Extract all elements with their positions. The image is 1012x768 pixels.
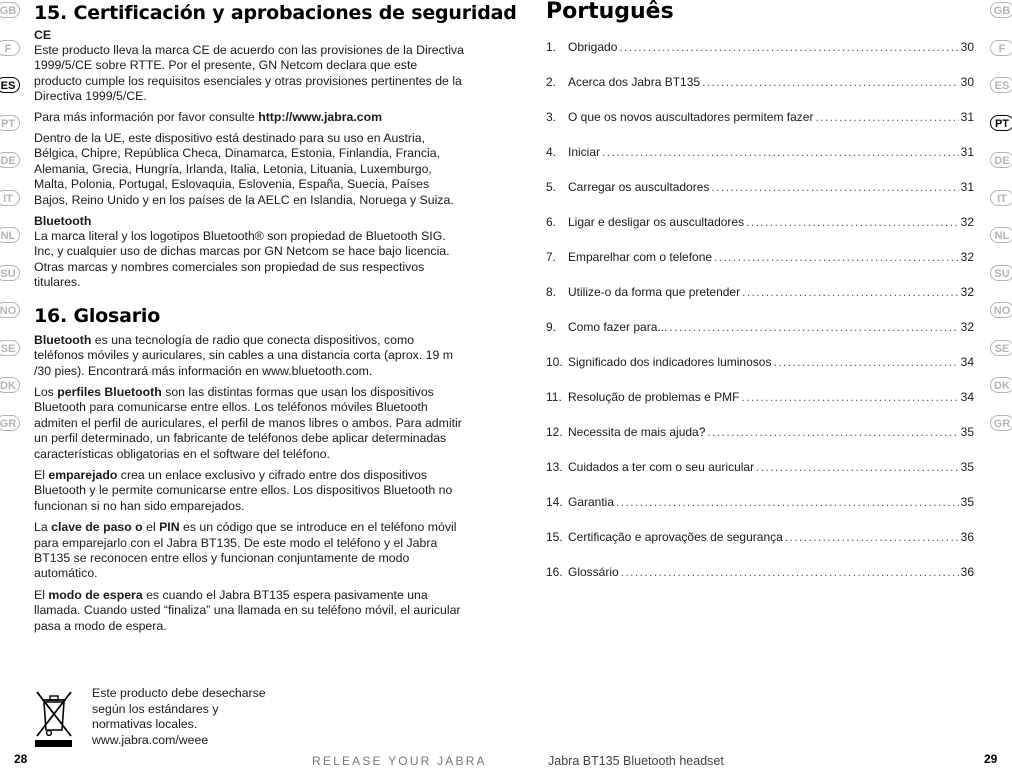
definition-standby: es cuando el Jabra BT135 espera pasivamente una llamada. Cuando usted “finaliza” una llamada en su teléfono móvil, el auricular pasa a modo de espera. [34,587,461,633]
toc-label: Cuidados a ter com o seu auricular [568,460,755,474]
glossary-bluetooth [34,333,466,379]
term-passkey: clave de paso o [51,520,143,535]
page-number-right: 29 [984,752,998,766]
toc-leader-dots [785,530,959,544]
toc-label: O que os novos auscultadores permitem fazer [568,110,814,124]
weee-text [92,686,292,748]
toc-leader-dots [746,215,959,229]
term-standby: modo de espera [48,587,143,602]
toc-label: Resolução de problemas e PMF [568,390,740,404]
toc-number: 10. [546,355,563,369]
toc-label: Garantia [568,495,615,509]
term-bluetooth: Bluetooth [34,332,92,347]
page-number-left: 28 [14,752,28,766]
weee-disposal-notice [34,686,334,750]
toc-leader-dots [756,460,959,474]
toc-leader-dots [815,110,958,124]
toc-number: 16. [546,565,563,579]
definition-profiles: son las distintas formas que usan los dispositivos Bluetooth para comunicarse entre ellos. Los teléfonos móviles Bluetooth admiten el perfil de auriculares, el perfil de manos libres o ambos. Para admitir un perfil determinado, un fabricante de teléfonos debe aplicar determinadas características obligatorias en el software del teléfono. [34,384,462,461]
lang-tab-su[interactable]: SU [990,265,1012,281]
lang-tab-se[interactable]: SE [990,340,1012,356]
toc-entry[interactable] [546,145,974,180]
definition-pairing: crea un enlace exclusivo y cifrado entre dos dispositivos Bluetooth y le permite comunicarse entre ellos. Los dispositivos Bluetooth no funcionan si no han sido emparejados. [34,467,453,513]
definition-bluetooth: es una tecnología de radio que conecta dispositivos, como teléfonos móviles y auriculares, sin cables a una distancia corta (aprox. 19 m /30 pies). Encontrará más información en www.bluetooth.com. [34,332,453,378]
glossary-profiles [34,385,466,462]
toc-entry[interactable] [546,250,974,285]
lang-tab-se[interactable]: SE [0,340,20,356]
jabra-link[interactable]: http://www.jabra.com [258,109,383,124]
glossary-standby [34,588,466,634]
lang-tab-dk[interactable]: DK [990,377,1012,393]
glossary-standby-pre: El [34,587,49,602]
lang-tab-no[interactable]: NO [0,302,20,318]
toc-label: Carregar os auscultadores [568,180,710,194]
toc-entry[interactable] [546,460,974,495]
toc-page-number: 32 [960,215,974,229]
toc-number: 15. [546,530,563,544]
toc-leader-dots [702,75,959,89]
ce-text: Este producto lleva la marca CE de acuerdo con las provisiones de la Directiva 1999/5/CE sobre RTTE. Por el presente, GN Netcom declara que este producto cumple los requisitos esenciales y otras provisiones pertinentes de la Directiva 1999/5/CE. [34,43,464,104]
toc-entry[interactable] [546,530,974,565]
toc-label: Utilize-o da forma que pretender [568,285,741,299]
toc-entry[interactable] [546,180,974,215]
glossary-profiles-pre: Los [34,384,58,399]
toc-entry[interactable] [546,215,974,250]
glossary-passkey-mid: el [142,520,160,535]
toc-label: Glossário [568,565,619,579]
toc-number: 13. [546,460,563,474]
toc-page-number: 31 [960,180,974,194]
weee-line: según los estándares y [92,701,219,716]
toc-entry[interactable] [546,390,974,425]
lang-tab-gr[interactable]: GR [990,415,1012,431]
toc-label: Como fazer para... [568,320,668,334]
toc-leader-dots [616,495,959,509]
toc-entry[interactable] [546,75,974,110]
toc-leader-dots [619,40,958,54]
glossary-passkey [34,520,466,582]
toc-entry[interactable] [546,40,974,75]
toc-leader-dots [602,145,959,159]
term-pairing: emparejado [48,467,118,482]
toc-page-number: 36 [960,565,974,579]
lang-tab-f[interactable]: F [0,40,20,56]
toc-page-number: 35 [960,460,974,474]
toc-leader-dots [741,390,958,404]
lang-tab-it[interactable]: IT [990,190,1012,206]
definition-passkey: es un código que se introduce en el teléfono móvil para emparejarlo con el Jabra BT135. De este modo el teléfono y el Jabra BT135 se reconocen entre ellos y funcionan conjuntamente de modo automático. [34,520,457,581]
term-profiles: perfiles Bluetooth [57,384,162,399]
toc-number: 11. [546,390,562,404]
toc-number: 8. [546,285,557,299]
left-page [34,0,517,640]
language-tabs-right [986,2,1012,452]
toc-page-number: 34 [960,355,974,369]
bluetooth-trademark-block [34,214,466,291]
toc-page-number: 31 [960,145,974,159]
toc-number: 6. [546,215,557,229]
toc-number: 2. [546,75,557,89]
toc-page-number: 32 [960,320,974,334]
lang-tab-nl[interactable]: NL [0,227,20,243]
section-15-heading: 15. Certificación y aprobaciones de seguridad [34,2,517,24]
toc-label: Obrigado [568,40,618,54]
term-pin: PIN [159,520,180,535]
toc-page-number: 36 [960,530,974,544]
toc-entry[interactable] [546,495,974,530]
eu-countries-text: Dentro de la UE, este dispositivo está destinado para su uso en Austria, Bélgica, Chipre, República Checa, Dinamarca, Estonia, Finlandia, Francia, Alemania, Grecia, Hungría, Irlanda, Italia, Letonia, Lituania, Luxemburgo, Malta, Polonia, Portugal, Eslovaquia, Eslovenia, España, Suecia, Países Bajos, Reino Unido y en los países de la AELC en Islandia, Noruega y Suiza. [34,131,454,207]
bluetooth-title: Bluetooth [34,214,92,229]
toc-leader-dots [707,425,958,439]
language-tabs-left [0,2,28,452]
toc-entry[interactable] [546,110,974,145]
toc-label: Iniciar [568,145,601,159]
toc-leader-dots [711,180,958,194]
toc-page-number: 35 [960,495,974,509]
toc-number: 12. [546,425,563,439]
toc-entry[interactable] [546,355,974,390]
lang-tab-pt[interactable]: PT [0,115,20,131]
glossary-passkey-pre: La [34,520,52,535]
lang-tab-f[interactable]: F [990,40,1012,56]
footer-slogan: RELEASE YOUR JABRA [312,754,487,768]
toc-number: 9. [546,320,557,334]
lang-tab-de[interactable]: DE [990,152,1012,168]
weee-line: normativas locales. [92,717,198,732]
more-info-prefix: Para más información por favor consulte [34,109,259,124]
ce-title: CE [34,28,52,42]
toc-page-number: 34 [960,390,974,404]
toc-entry[interactable] [546,320,974,355]
toc-number: 7. [546,250,557,264]
crossed-bin-icon [34,688,74,748]
toc-number: 1. [546,40,557,54]
toc-entry[interactable] [546,285,974,320]
lang-tab-de[interactable]: DE [0,152,20,168]
toc-page-number: 31 [960,110,974,124]
toc-page-number: 30 [960,40,974,54]
toc-leader-dots [773,355,958,369]
lang-tab-gr[interactable]: GR [0,415,20,431]
toc-leader-dots [621,565,959,579]
lang-tab-es-active[interactable]: ES [0,77,20,93]
lang-tab-nl[interactable]: NL [990,227,1012,243]
glossary-pairing-pre: El [34,467,49,482]
ce-block [34,28,466,105]
toc-leader-dots [669,320,958,334]
toc-label: Ligar e desligar os auscultadores [568,215,745,229]
footer-product-name: Jabra BT135 Bluetooth headset [548,754,724,768]
lang-tab-dk[interactable]: DK [0,377,20,393]
toc-entry[interactable] [546,565,974,600]
toc-leader-dots [714,250,959,264]
toc-page-number: 30 [960,75,974,89]
portuguese-title: Português [546,0,674,24]
section-16-heading: 16. Glosario [34,304,161,327]
bluetooth-text: La marca literal y los logotipos Bluetooth® son propiedad de Bluetooth SIG. Inc, y cualquier uso de dichas marcas por GN Netcom se hace bajo licencia. Otras marcas y nombres comerciales son propiedad de sus respectivos titulares. [34,229,450,290]
toc-number: 3. [546,110,557,124]
toc-number: 14. [546,495,563,509]
lang-tab-no[interactable]: NO [990,302,1012,318]
toc-label: Necessita de mais ajuda? [568,425,706,439]
lang-tab-su[interactable]: SU [0,265,20,281]
toc-leader-dots [742,285,959,299]
toc-page-number: 32 [960,250,974,264]
toc-page-number: 32 [960,285,974,299]
toc-number: 5. [546,180,557,194]
lang-tab-es[interactable]: ES [990,77,1012,93]
lang-tab-it[interactable]: IT [0,190,20,206]
more-info-line [34,110,466,125]
toc-label: Acerca dos Jabra BT135 [568,75,701,89]
weee-link[interactable]: www.jabra.com/weee [92,732,209,747]
toc-label: Significado dos indicadores luminosos [568,355,772,369]
lang-tab-pt-active[interactable]: PT [990,115,1012,131]
toc-label: Certificação e aprovações de segurança [568,530,783,544]
weee-line: Este producto debe desecharse [92,686,266,700]
toc-label: Emparelhar com o telefone [568,250,713,264]
table-of-contents [546,40,974,600]
toc-page-number: 35 [960,425,974,439]
toc-number: 4. [546,145,557,159]
glossary-pairing [34,468,466,514]
toc-entry[interactable] [546,425,974,460]
lang-tab-gb[interactable]: GB [0,2,20,18]
lang-tab-gb[interactable]: GB [990,2,1012,18]
